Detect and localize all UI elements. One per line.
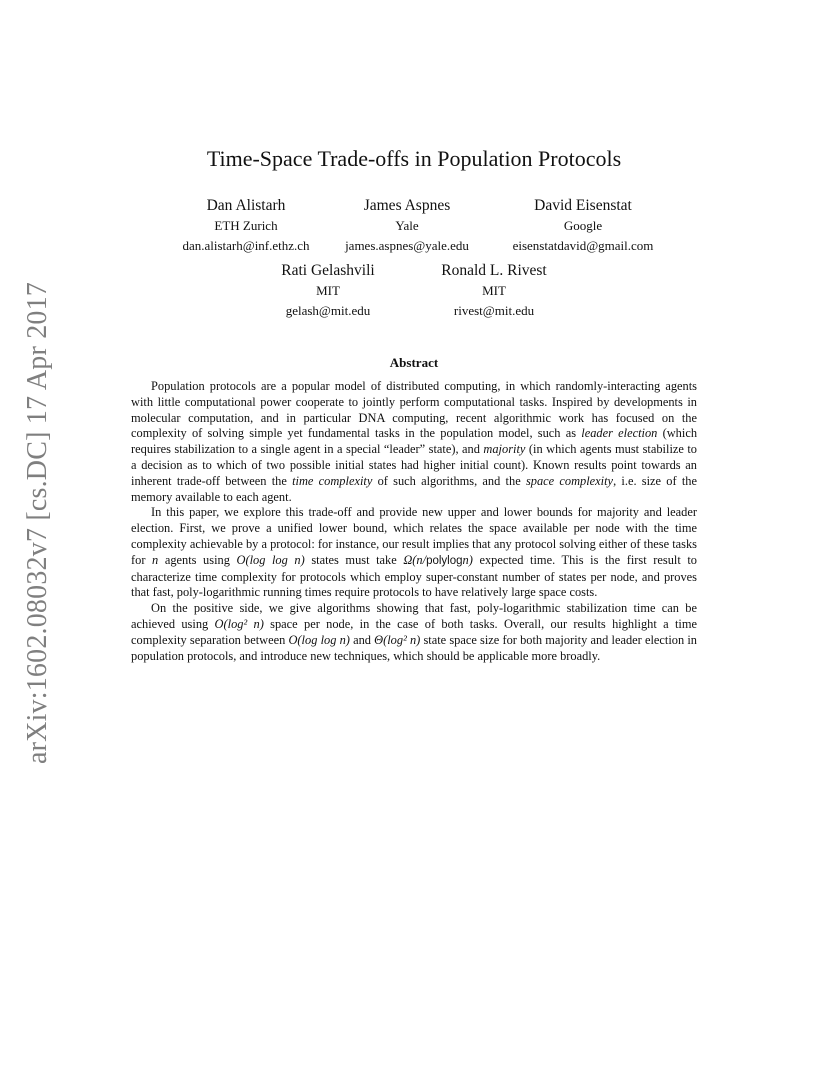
author-email: james.aspnes@yale.edu	[345, 238, 469, 253]
author-email: gelash@mit.edu	[285, 303, 371, 318]
author-affiliation: ETH Zurich	[214, 218, 278, 233]
author-email: rivest@mit.edu	[453, 303, 535, 318]
author-email: dan.alistarh@inf.ethz.ch	[182, 238, 310, 253]
math-expression: n	[152, 552, 159, 567]
author-block	[384, 261, 604, 321]
author-name: James Aspnes	[363, 197, 451, 214]
math-expression: n)	[462, 552, 473, 567]
emphasis: majority	[483, 442, 526, 457]
text-run: state space size for both majority and leader election in population protocols, and introduce new techniques, which should be applicable more broadly.	[131, 632, 697, 663]
text-run: states must take	[304, 552, 404, 567]
math-expression: O(log² n)	[214, 616, 264, 631]
arxiv-identifier: arXiv:1602.08032v7 [cs.DC] 17 Apr 2017	[22, 281, 53, 765]
abstract-body	[131, 379, 697, 664]
abstract-paragraph	[131, 379, 697, 505]
math-expression: O(log log n)	[288, 632, 350, 647]
text-run: of such algorithms, and the	[372, 473, 526, 488]
author-name: Rati Gelashvili	[281, 262, 375, 279]
text-run: Population protocols are a popular model of distributed computing, in which randomly-interacting agents with little computational power cooperate to jointly perform computational tasks. Inspired by developments in molecular computation, and in particular DNA computing, recent algorithmic work has focused on the complexity of solving simple yet fundamental tasks in the population model, such as	[131, 379, 697, 441]
emphasis: time complexity	[292, 473, 373, 488]
text-run: , i.e. size of the memory available to each agent.	[131, 473, 697, 504]
text-run: On the positive side, we give algorithms showing that fast, poly-logarithmic stabilization time can be achieved using	[131, 601, 697, 631]
math-operator: polylog	[426, 554, 463, 567]
text-run: (which requires stabilization to a single agent in a special “leader” state), and	[131, 426, 698, 457]
author-affiliation: Google	[563, 218, 603, 233]
paper-title: Time-Space Trade-offs in Population Protocols	[206, 146, 622, 171]
author-affiliation: MIT	[316, 283, 340, 298]
text-run: In this paper, we explore this trade-off and provide new upper and lower bounds for majority and leader election. First, we prove a unified lower bound, which relates the space available per node with the time complexity achievable by a protocol: for instance, our result implies that any protocol solving either of these tasks for	[131, 505, 697, 567]
text-run: and	[349, 632, 375, 647]
author-name: Ronald L. Rivest	[441, 262, 547, 279]
math-expression: Ω(n/	[403, 552, 427, 567]
emphasis: leader election	[581, 426, 658, 441]
author-affiliation: Yale	[395, 218, 419, 233]
abstract-paragraph	[131, 601, 697, 664]
abstract-paragraph	[131, 505, 697, 601]
author-name: David Eisenstat	[534, 197, 632, 214]
text-run: (in which agents must stabilize to a decision as to which of two possible initial states had higher initial count). Known results point towards an inherent trade-off between the	[131, 442, 697, 488]
author-block	[473, 196, 693, 256]
text-run: space per node, in the case of both tasks. Overall, our results highlight a time complexity separation between	[131, 616, 698, 647]
author-affiliation: MIT	[482, 283, 506, 298]
text-run: agents using	[158, 552, 237, 567]
math-expression: O(log log n)	[236, 552, 305, 567]
author-name: Dan Alistarh	[206, 197, 286, 214]
author-email: eisenstatdavid@gmail.com	[512, 238, 654, 253]
abstract-heading: Abstract	[389, 355, 439, 370]
text-run: expected time. This is the first result to characterize time complexity for protocols which employ super-constant number of states per node, and proves that fast, poly-logarithmic running times require protocols to have relatively large space costs.	[131, 552, 698, 600]
emphasis: space complexity	[525, 473, 614, 488]
math-expression: Θ(log² n)	[374, 632, 421, 647]
